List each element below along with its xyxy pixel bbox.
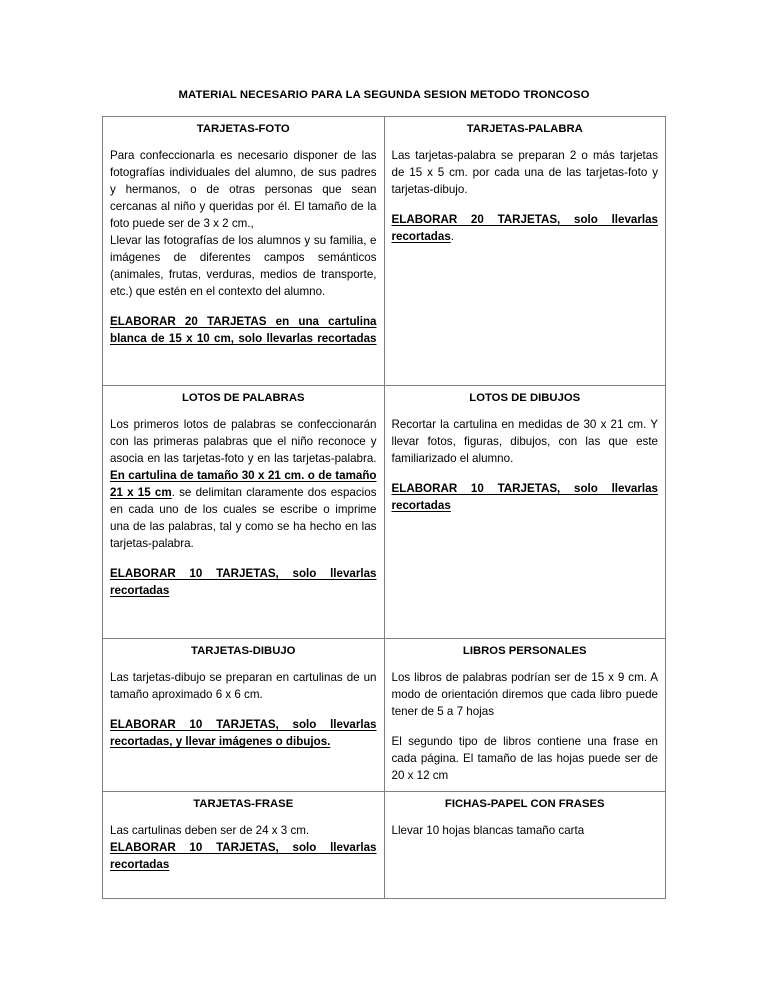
table-row	[103, 117, 666, 386]
paragraph-emphasis: ELABORAR 10 TARJETAS, solo llevarlas recortadas, y llevar imágenes o dibujos.	[110, 718, 377, 749]
emphasis-text: ELABORAR 20 TARJETAS, solo llevarlas recortadas	[391, 213, 658, 244]
paragraph: Las cartulinas deben ser de 24 x 3 cm.	[110, 824, 310, 838]
paragraph: Llevar 10 hojas blancas tamaño carta	[391, 824, 585, 838]
table-row	[103, 792, 666, 899]
table-cell-lotos-de-dibujos	[384, 386, 666, 639]
table-row	[103, 386, 666, 639]
paragraph-text-before: Los primeros lotos de palabras se confeccionarán con las primeras palabras que el niño reconoce y asocia en las tarjetas-foto y en las tarjetas-palabra.	[110, 418, 377, 466]
cell-body	[392, 669, 659, 784]
cell-header: FICHAS-PAPEL CON FRASES	[444, 798, 605, 811]
paragraph: Llevar las fotografías de los alumnos y su familia, e imágenes de diferentes campos semánticos (animales, frutas, verduras, medios de transporte, etc.) que estén en el contexto del alumno.	[110, 234, 377, 299]
paragraph: Las tarjetas-dibujo se preparan en cartulinas de un tamaño aproximado 6 x 6 cm.	[110, 671, 377, 702]
table-cell-tarjetas-palabra	[384, 117, 666, 386]
table-cell-lotos-de-palabras	[103, 386, 385, 639]
cell-body	[110, 822, 377, 873]
paragraph: Los libros de palabras podrían ser de 15 x 9 cm. A modo de orientación diremos que cada libro puede tener de 5 a 7 hojas	[391, 671, 658, 719]
cell-header: TARJETAS-FRASE	[193, 798, 294, 811]
paragraph-emphasis	[392, 211, 659, 245]
emphasis-text: En cartulina de tamaño 30 x 21 cm. o de tamaño 21 x 15 cm	[110, 469, 377, 500]
paragraph-text-after: . se delimitan claramente dos espacios en cada uno de los cuales se escribe o imprime una de las palabras, tal y como se ha hecho en las tarjetas-palabra.	[110, 486, 377, 551]
paragraph: Para confeccionarla es necesario disponer de las fotografías individuales del alumno, de sus padres y hermanos, o de otras personas que sean cercanas al niño y queridas por él. El tamaño de la foto puede ser de 3 x 2 cm.,	[110, 149, 377, 231]
cell-body	[392, 147, 659, 245]
paragraph-emphasis: ELABORAR 10 TARJETAS, solo llevarlas recortadas	[391, 482, 658, 513]
paragraph: El segundo tipo de libros contiene una frase en cada página. El tamaño de las hojas puede ser de 20 x 12 cm	[391, 735, 658, 783]
table-cell-fichas-papel-con-frases	[384, 792, 666, 899]
cell-header: LOTOS DE PALABRAS	[181, 392, 305, 404]
cell-body	[110, 147, 377, 347]
table-cell-tarjetas-dibujo	[103, 639, 385, 792]
cell-header: TARJETAS-FOTO	[196, 123, 290, 135]
paragraph-emphasis: ELABORAR 10 TARJETAS, solo llevarlas recortadas	[110, 567, 377, 598]
cell-header: TARJETAS-PALABRA	[466, 123, 583, 135]
page-title: MATERIAL NECESARIO PARA LA SEGUNDA SESION METODO TRONCOSO	[178, 89, 590, 101]
material-table	[102, 116, 666, 899]
trailing-punctuation: .	[450, 230, 455, 244]
cell-header: LOTOS DE DIBUJOS	[469, 392, 581, 404]
paragraph	[110, 416, 377, 552]
cell-body	[110, 669, 377, 750]
table-row	[103, 639, 666, 792]
cell-header: LIBROS PERSONALES	[462, 645, 587, 657]
cell-body	[392, 822, 659, 839]
cell-header: TARJETAS-DIBUJO	[191, 645, 296, 657]
paragraph: Las tarjetas-palabra se preparan 2 o más tarjetas de 15 x 5 cm. por cada una de las tarjetas-foto y tarjetas-dibujo.	[391, 149, 658, 197]
paragraph-emphasis: ELABORAR 10 TARJETAS, solo llevarlas recortadas	[110, 841, 377, 872]
paragraph-emphasis: ELABORAR 20 TARJETAS en una cartulina blanca de 15 x 10 cm, solo llevarlas recortadas	[110, 315, 377, 346]
cell-body	[110, 416, 377, 599]
paragraph: Recortar la cartulina en medidas de 30 x 21 cm. Y llevar fotos, figuras, dibujos, con las que este familiarizado el alumno.	[391, 418, 658, 466]
table-cell-tarjetas-frase	[103, 792, 385, 899]
cell-body	[392, 416, 659, 514]
table-cell-tarjetas-foto	[103, 117, 385, 386]
table-cell-libros-personales	[384, 639, 666, 792]
